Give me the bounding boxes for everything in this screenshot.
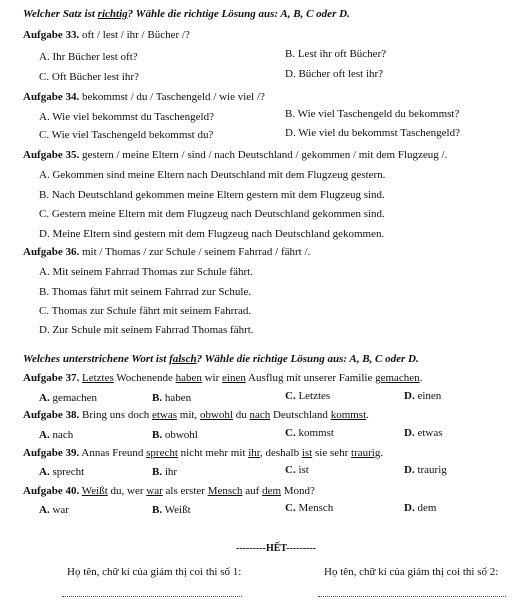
question-37-sentence: Aufgabe 37. Letztes Wochenende haben wir einen Ausflug mit unserer Familie gemachen. <box>23 372 423 384</box>
q40-option-b[interactable]: B. Weißt <box>152 504 191 516</box>
section-1-heading: Welcher Satz ist richtig? Wähle die richtige Lösung aus: A, B, C oder D. <box>23 8 350 20</box>
question-33-prompt: Aufgabe 33. oft / lest / ihr / Bücher /? <box>23 29 190 41</box>
q33-option-d[interactable]: D. Bücher oft lest ihr? <box>285 68 384 80</box>
invigilator-1-signature-line <box>62 596 242 597</box>
q35-option-b[interactable]: B. Nach Deutschland gekommen meine Eltern gestern mit dem Flugzeug sind. <box>39 189 385 201</box>
invigilator-2-signature-label: Họ tên, chữ kí của giám thị coi thi số 2: <box>324 566 499 578</box>
q37-option-c[interactable]: C. Letztes <box>285 390 331 402</box>
section-2-heading: Welches unterstrichene Wort ist falsch? Wähle die richtige Lösung aus: A, B, C oder D. <box>23 353 419 365</box>
question-35-prompt: Aufgabe 35. gestern / meine Eltern / sind / nach Deutschland / gekommen / mit dem Flugzeug /. <box>23 149 448 161</box>
q38-option-b[interactable]: B. obwohl <box>152 429 198 441</box>
q36-option-c[interactable]: C. Thomas zur Schule fährt mit seinem Fahrrad. <box>39 305 252 317</box>
invigilator-2-signature-line <box>318 596 506 597</box>
q33-option-c[interactable]: C. Oft Bücher lest ihr? <box>39 71 139 83</box>
q37-option-b[interactable]: B. haben <box>152 392 192 404</box>
q39-option-a[interactable]: A. sprecht <box>39 466 85 478</box>
q40-option-a[interactable]: A. war <box>39 504 69 516</box>
q40-option-c[interactable]: C. Mensch <box>285 502 334 514</box>
question-34-prompt: Aufgabe 34. bekommst / du / Taschengeld / wie viel /? <box>23 91 265 103</box>
q39-option-b[interactable]: B. ihr <box>152 466 178 478</box>
q37-option-d[interactable]: D. einen <box>404 390 442 402</box>
q33-option-a[interactable]: A. Ihr Bücher lest oft? <box>39 51 138 63</box>
q38-option-c[interactable]: C. kommst <box>285 427 334 439</box>
q35-option-d[interactable]: D. Meine Eltern sind gestern mit dem Flugzeug nach Deutschland gekommen. <box>39 228 385 240</box>
q35-option-a[interactable]: A. Gekommen sind meine Eltern nach Deutschland mit dem Flugzeug gestern. <box>39 169 386 181</box>
q40-option-d[interactable]: D. dem <box>404 502 437 514</box>
q38-option-d[interactable]: D. etwas <box>404 427 443 439</box>
end-marker: ---------HẾT--------- <box>236 543 317 554</box>
q33-option-b[interactable]: B. Lest ihr oft Bücher? <box>285 48 387 60</box>
q36-option-a[interactable]: A. Mit seinem Fahrrad Thomas zur Schule fährt. <box>39 266 253 278</box>
question-40-sentence: Aufgabe 40. Weißt du, wer war als erster Mensch auf dem Mond? <box>23 485 315 497</box>
q34-option-c[interactable]: C. Wie viel Taschengeld bekommst du? <box>39 129 214 141</box>
q34-option-d[interactable]: D. Wie viel du bekommst Taschengeld? <box>285 127 460 139</box>
q39-option-c[interactable]: C. ist <box>285 464 309 476</box>
q37-option-a[interactable]: A. gemachen <box>39 392 98 404</box>
question-36-prompt: Aufgabe 36. mit / Thomas / zur Schule / seinem Fahrrad / fährt /. <box>23 246 311 258</box>
q34-option-b[interactable]: B. Wie viel Taschengeld du bekommst? <box>285 108 460 120</box>
question-39-sentence: Aufgabe 39. Annas Freund sprecht nicht mehr mit ihr, deshalb ist sie sehr traurig. <box>23 447 384 459</box>
q39-option-d[interactable]: D. traurig <box>404 464 447 476</box>
q38-option-a[interactable]: A. nach <box>39 429 74 441</box>
question-38-sentence: Aufgabe 38. Bring uns doch etwas mit, obwohl du nach Deutschland kommst. <box>23 409 369 421</box>
q35-option-c[interactable]: C. Gestern meine Eltern mit dem Flugzeug nach Deutschland gekommen sind. <box>39 208 385 220</box>
q36-option-d[interactable]: D. Zur Schule mit seinem Fahrrad Thomas fährt. <box>39 324 254 336</box>
q34-option-a[interactable]: A. Wie viel bekommst du Taschengeld? <box>39 111 214 123</box>
q36-option-b[interactable]: B. Thomas fährt mit seinem Fahrrad zur Schule. <box>39 286 252 298</box>
invigilator-1-signature-label: Họ tên, chữ kí của giám thị coi thi số 1: <box>67 566 242 578</box>
